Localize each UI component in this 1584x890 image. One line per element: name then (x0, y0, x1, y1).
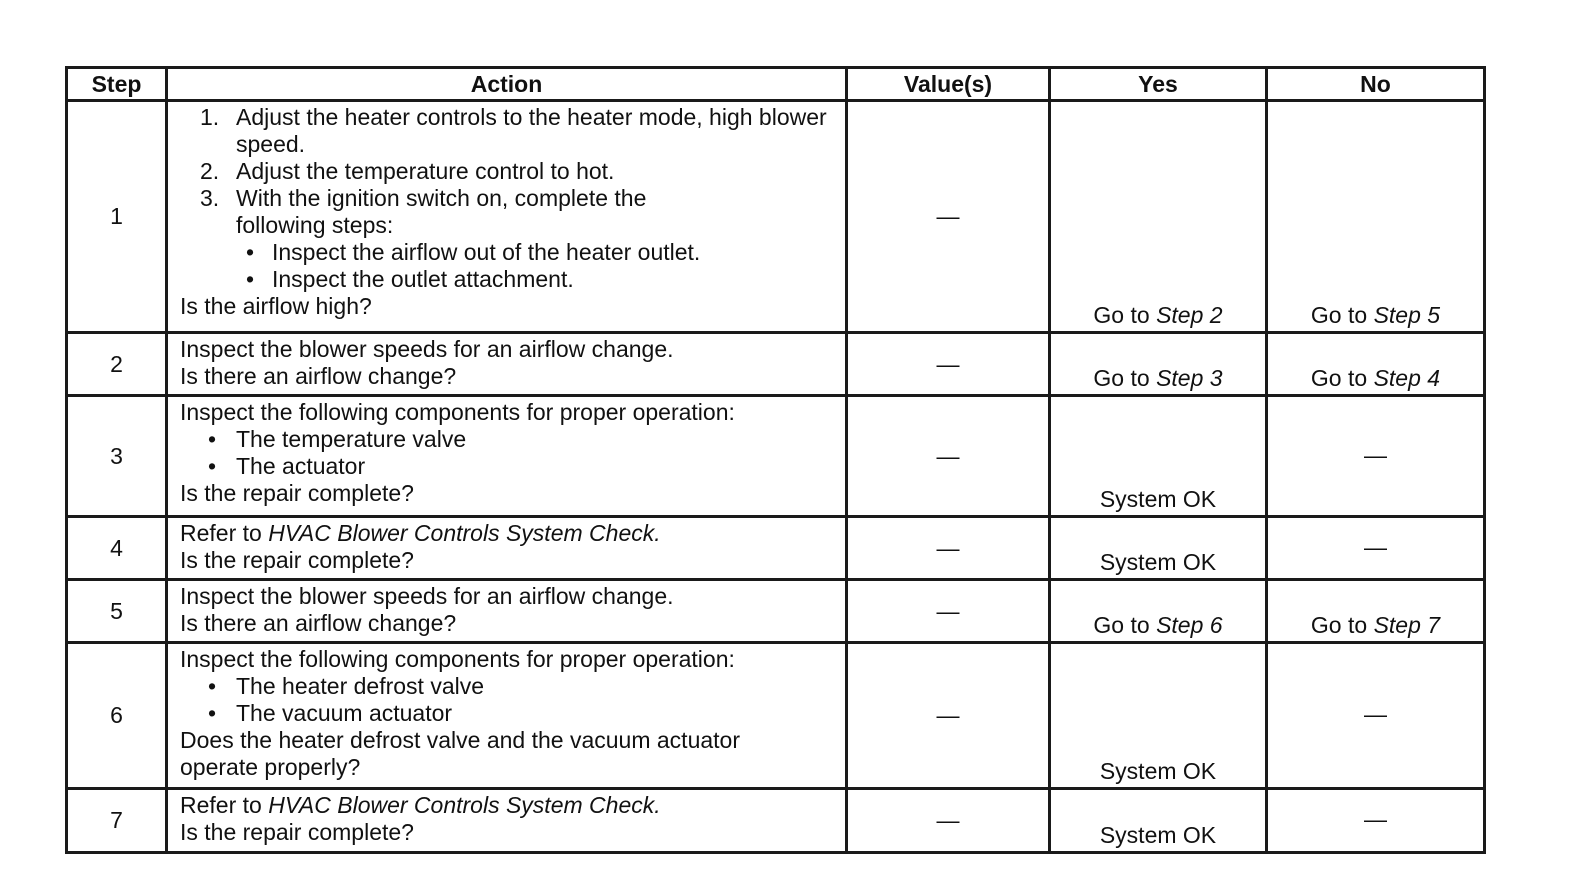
no-cell (1267, 396, 1485, 517)
action-cell (167, 333, 847, 396)
table-row (67, 517, 1485, 580)
dash-text: — (936, 597, 960, 624)
reference-link[interactable]: HVAC Blower Controls System Check. (268, 792, 661, 818)
question-text: Is the repair complete? (180, 480, 414, 506)
bullet-item (180, 453, 837, 480)
no-prefix: Go to (1310, 302, 1374, 328)
bullet-text: Inspect the outlet attachment. (272, 266, 574, 292)
no-step-link[interactable]: Step 7 (1373, 612, 1441, 638)
yes-prefix: Go to (1093, 365, 1157, 391)
no-step-link[interactable]: Step 4 (1373, 365, 1441, 391)
no-cell (1267, 643, 1485, 789)
bullet-dot-icon: • (208, 453, 217, 479)
dash-text: — (1364, 441, 1387, 468)
diagnostic-table (65, 66, 1486, 854)
header-action: Action (167, 68, 847, 101)
bullet-text: The temperature valve (236, 426, 467, 452)
numbered-item (180, 104, 837, 158)
header-yes: Yes (1050, 68, 1267, 101)
question-text: Does the heater defrost valve and the vacuum actuator operate properly? (180, 727, 740, 780)
no-cell (1267, 517, 1485, 580)
action-cell (167, 101, 847, 333)
value-cell (847, 789, 1050, 853)
bullet-dot-icon: • (208, 673, 217, 699)
item-number: 1. (200, 104, 220, 130)
dash-text: — (936, 534, 960, 561)
action-line: Inspect the following components for proper operation: (180, 646, 735, 672)
bullet-text: Inspect the airflow out of the heater outlet. (272, 239, 701, 265)
bullet-text: The actuator (236, 453, 366, 479)
table-row (67, 789, 1485, 853)
header-values: Value(s) (847, 68, 1050, 101)
action-cell (167, 396, 847, 517)
action-line: Inspect the blower speeds for an airflow change. (180, 336, 674, 362)
action-cell (167, 789, 847, 853)
dash-text: — (936, 807, 960, 833)
header-step: Step (67, 68, 167, 101)
bullet-item (180, 426, 837, 453)
header-no: No (1267, 68, 1485, 101)
bullet-text: The vacuum actuator (236, 700, 453, 726)
yes-cell: System OK (1050, 789, 1267, 853)
question-text: Is there an airflow change? (180, 363, 457, 389)
bullet-dot-icon: • (208, 700, 217, 726)
dash-text: — (1364, 806, 1387, 832)
yes-step-link[interactable]: Step 3 (1156, 365, 1223, 391)
action-line: Inspect the following components for proper operation: (180, 399, 735, 425)
step-number: 5 (67, 580, 167, 643)
dash-text: — (936, 702, 960, 728)
yes-step-link[interactable]: Step 6 (1156, 612, 1223, 638)
bullet-dot-icon: • (208, 426, 217, 452)
bullet-item (180, 239, 837, 266)
dash-text: — (1364, 701, 1387, 727)
dash-text: — (936, 350, 960, 377)
item-number: 2. (200, 158, 220, 184)
action-line: Inspect the blower speeds for an airflow change. (180, 583, 674, 609)
bullet-dot-icon: • (246, 239, 255, 265)
yes-step-link[interactable]: Step 2 (1156, 302, 1223, 328)
value-cell (847, 643, 1050, 789)
step-number: 4 (67, 517, 167, 580)
refer-prefix: Refer to (180, 792, 269, 818)
action-cell (167, 580, 847, 643)
table-row (67, 396, 1485, 517)
value-cell (847, 333, 1050, 396)
question-text: Is the repair complete? (180, 819, 414, 845)
table-row (67, 333, 1485, 396)
header-row (67, 68, 1485, 101)
item-text: Adjust the heater controls to the heater mode, high blower speed. (236, 104, 827, 157)
action-line (180, 520, 837, 547)
yes-cell: System OK (1050, 517, 1267, 580)
yes-cell (1050, 580, 1267, 643)
bullet-item (180, 673, 837, 700)
step-number: 3 (67, 396, 167, 517)
value-cell (847, 580, 1050, 643)
item-text: With the ignition switch on, complete the following steps: (236, 185, 647, 238)
step-number: 6 (67, 643, 167, 789)
yes-cell: System OK (1050, 643, 1267, 789)
table-row (67, 580, 1485, 643)
no-prefix: Go to (1310, 365, 1374, 391)
no-prefix: Go to (1310, 612, 1374, 638)
numbered-item (180, 158, 837, 185)
step-number: 1 (67, 101, 167, 333)
action-cell (167, 643, 847, 789)
numbered-item (180, 185, 706, 239)
yes-cell (1050, 101, 1267, 333)
bullet-item (180, 266, 837, 293)
step-number: 2 (67, 333, 167, 396)
action-line (180, 792, 837, 819)
question-text: Is there an airflow change? (180, 610, 457, 636)
question-text: Is the airflow high? (180, 293, 372, 319)
no-cell (1267, 789, 1485, 853)
table-row (67, 101, 1485, 333)
no-step-link[interactable]: Step 5 (1373, 302, 1441, 328)
no-cell (1267, 101, 1485, 333)
value-cell (847, 396, 1050, 517)
item-text: Adjust the temperature control to hot. (236, 158, 615, 184)
dash-text: — (1364, 533, 1387, 560)
action-cell (167, 517, 847, 580)
step-number: 7 (67, 789, 167, 853)
bullet-dot-icon: • (246, 266, 255, 292)
yes-prefix: Go to (1093, 302, 1157, 328)
table-row (67, 643, 1485, 789)
no-cell (1267, 580, 1485, 643)
yes-cell (1050, 333, 1267, 396)
question-text: Is the repair complete? (180, 547, 414, 573)
yes-prefix: Go to (1093, 612, 1157, 638)
bullet-item (180, 700, 837, 727)
dash-text: — (936, 442, 960, 469)
dash-text: — (936, 203, 960, 229)
no-cell (1267, 333, 1485, 396)
value-cell (847, 517, 1050, 580)
refer-prefix: Refer to (180, 520, 269, 546)
item-number: 3. (200, 185, 220, 211)
yes-cell: System OK (1050, 396, 1267, 517)
bullet-text: The heater defrost valve (236, 673, 485, 699)
reference-link[interactable]: HVAC Blower Controls System Check. (268, 520, 661, 546)
value-cell (847, 101, 1050, 333)
